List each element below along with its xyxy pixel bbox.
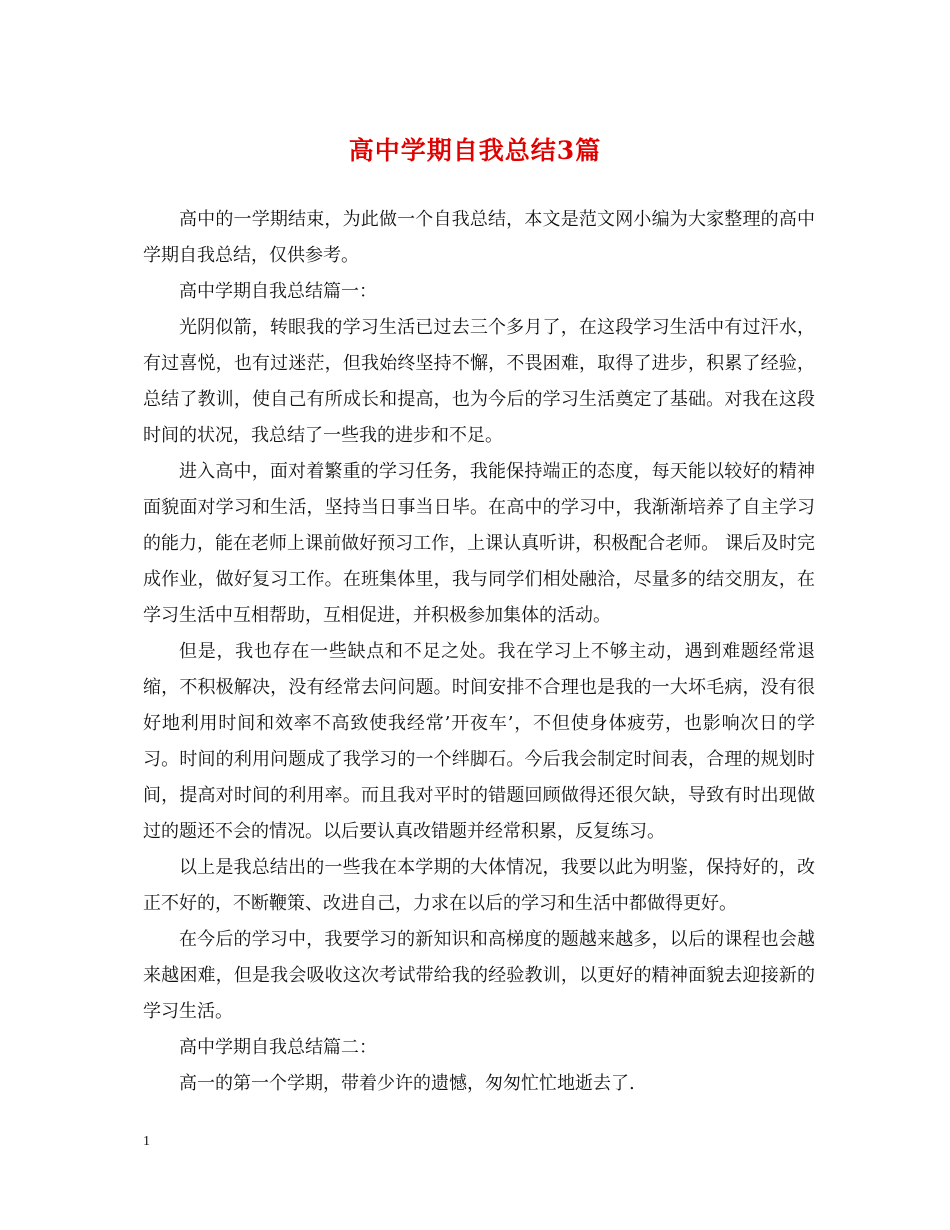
paragraph-intro: 高中的一学期结束，为此做一个自我总结，本文是范文网小编为大家整理的高中学期自我总结，仅供参考。	[143, 209, 815, 266]
section-heading-1: 高中学期自我总结篇一：	[179, 281, 377, 302]
paragraph: 光阴似箭，转眼我的学习生活已过去三个多月了，在这段学习生活中有过汗水，有过喜悦，也有过迷茫，但我始终坚持不懈，不畏困难，取得了进步，积累了经验，总结了教训，使自己有所成长和提高，也为今后的学习生活奠定了基础。对我在这段时间的状况，我总结了一些我的进步和不足。	[143, 317, 815, 446]
paragraph: 高一的第一个学期，带着少许的遗憾，匆匆忙忙地逝去了.	[179, 1073, 635, 1094]
paragraph: 以上是我总结出的一些我在本学期的大体情况，我要以此为明鉴，保持好的，改正不好的，不断鞭策、改进自己，力求在以后的学习和生活中都做得更好。	[143, 857, 815, 914]
page-number: 1	[143, 1134, 150, 1149]
section-heading-2: 高中学期自我总结篇二：	[179, 1037, 377, 1058]
document-title: 高中学期自我总结3篇	[348, 136, 602, 165]
document-body	[143, 202, 815, 1102]
paragraph: 但是，我也存在一些缺点和不足之处。我在学习上不够主动，遇到难题经常退缩，不积极解决，没有经常去问问题。时间安排不合理也是我的一大坏毛病，没有很好地利用时间和效率不高致使我经常’开夜车’，不但使身体疲劳，也影响次日的学习。时间的利用问题成了我学习的一个绊脚石。今后我会制定时间表，合理的规划时间，提高对时间的利用率。而且我对平时的错题回顾做得还很欠缺，导致有时出现做过的题还不会的情况。以后要认真改错题并经常积累，反复练习。	[143, 641, 815, 842]
paragraph: 在今后的学习中，我要学习的新知识和高梯度的题越来越多，以后的课程也会越来越困难，但是我会吸收这次考试带给我的经验教训，以更好的精神面貌去迎接新的学习生活。	[143, 929, 815, 1022]
paragraph: 进入高中，面对着繁重的学习任务，我能保持端正的态度，每天能以较好的精神面貌面对学习和生活，坚持当日事当日毕。在高中的学习中，我渐渐培养了自主学习的能力，能在老师上课前做好预习工作，上课认真听讲，积极配合老师。 课后及时完成作业，做好复习工作。在班集体里，我与同学们相处融洽，尽量多的结交朋友，在学习生活中互相帮助，互相促进，并积极参加集体的活动。	[143, 461, 815, 626]
